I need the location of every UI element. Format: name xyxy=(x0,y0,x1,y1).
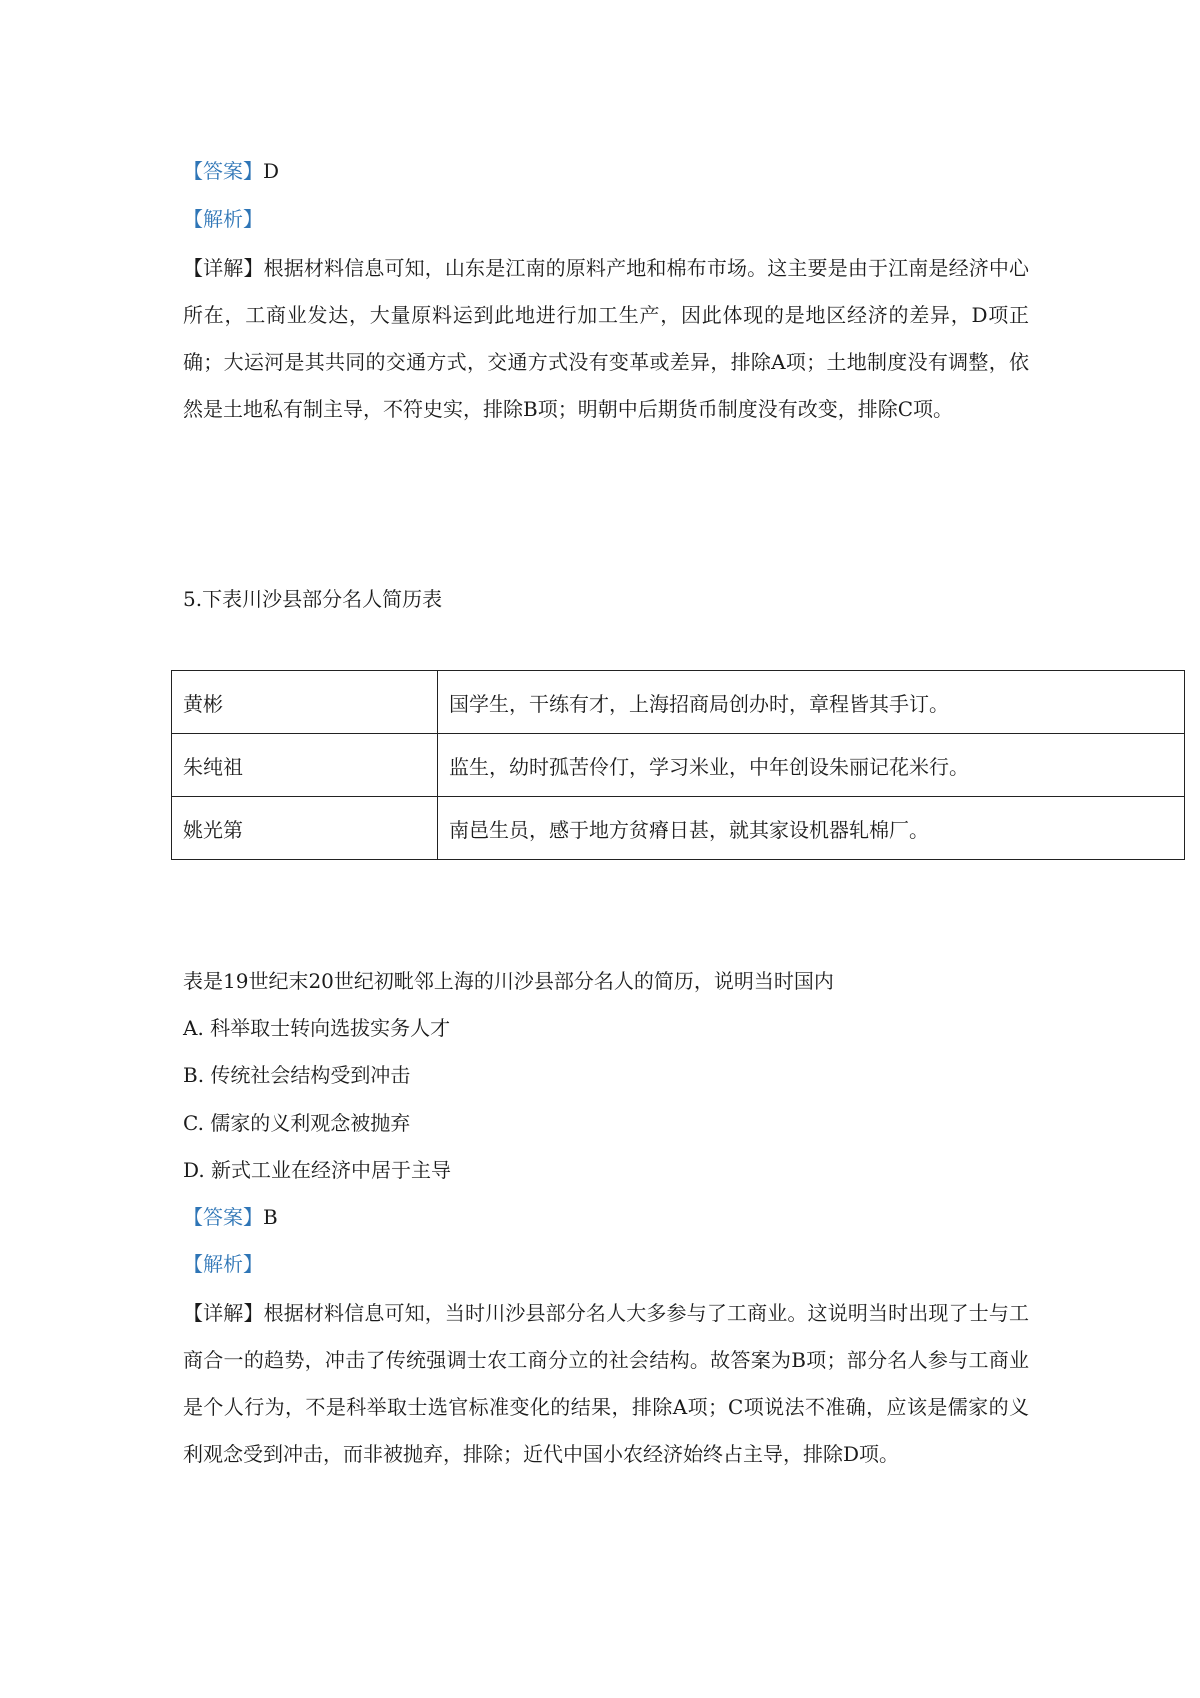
detail-label: 【详解】 xyxy=(183,1301,264,1325)
q5-stem: 表是19世纪末20世纪初毗邻上海的川沙县部分名人的简历，说明当时国内 xyxy=(183,969,834,993)
answer-label: 【答案】 xyxy=(183,159,263,183)
q5-title: 5.下表川沙县部分名人简历表 xyxy=(183,587,443,611)
table-cell-name: 黄彬 xyxy=(172,671,438,734)
q4-detail xyxy=(183,245,1029,433)
table-cell-bio: 国学生，干练有才，上海招商局创办时，章程皆其手订。 xyxy=(438,671,1185,734)
option-b: B. 传统社会结构受到冲击 xyxy=(183,1063,411,1087)
table-cell-name: 朱纯祖 xyxy=(172,734,438,797)
table-cell-bio: 监生，幼时孤苦伶仃，学习米业，中年创设朱丽记花米行。 xyxy=(438,734,1185,797)
option-d: D. 新式工业在经济中居于主导 xyxy=(183,1158,452,1182)
q5-answer xyxy=(183,1203,278,1231)
biography-table xyxy=(171,670,1185,860)
table-row xyxy=(172,671,1185,734)
q4-analysis-label: 【解析】 xyxy=(183,207,263,231)
q5-detail xyxy=(183,1290,1029,1478)
table-cell-bio: 南邑生员，感于地方贫瘠日甚，就其家设机器轧棉厂。 xyxy=(438,797,1185,860)
q5-analysis-label: 【解析】 xyxy=(183,1252,263,1276)
detail-label: 【详解】 xyxy=(183,256,264,280)
option-a: A. 科举取士转向选拔实务人才 xyxy=(183,1016,451,1040)
table-row xyxy=(172,797,1185,860)
answer-label: 【答案】 xyxy=(183,1205,263,1229)
table-row xyxy=(172,734,1185,797)
table-cell-name: 姚光第 xyxy=(172,797,438,860)
q4-answer xyxy=(183,157,279,185)
detail-text: 根据材料信息可知，山东是江南的原料产地和棉布市场。这主要是由于江南是经济中心所在，工商业发达，大量原料运到此地进行加工生产，因此体现的是地区经济的差异，D项正确；大运河是其共同的交通方式，交通方式没有变革或差异，排除A项；土地制度没有调整，依然是土地私有制主导，不符史实，排除B项；明朝中后期货币制度没有改变，排除C项。 xyxy=(183,256,1030,421)
answer-value: B xyxy=(263,1205,278,1229)
detail-text: 根据材料信息可知，当时川沙县部分名人大多参与了工商业。这说明当时出现了士与工商合一的趋势，冲击了传统强调士农工商分立的社会结构。故答案为B项；部分名人参与工商业是个人行为，不是科举取士选官标准变化的结果，排除A项；C项说法不准确，应该是儒家的义利观念受到冲击，而非被抛弃，排除；近代中国小农经济始终占主导，排除D项。 xyxy=(183,1301,1030,1466)
answer-value: D xyxy=(263,159,280,183)
option-c: C. 儒家的义利观念被抛弃 xyxy=(183,1111,411,1135)
